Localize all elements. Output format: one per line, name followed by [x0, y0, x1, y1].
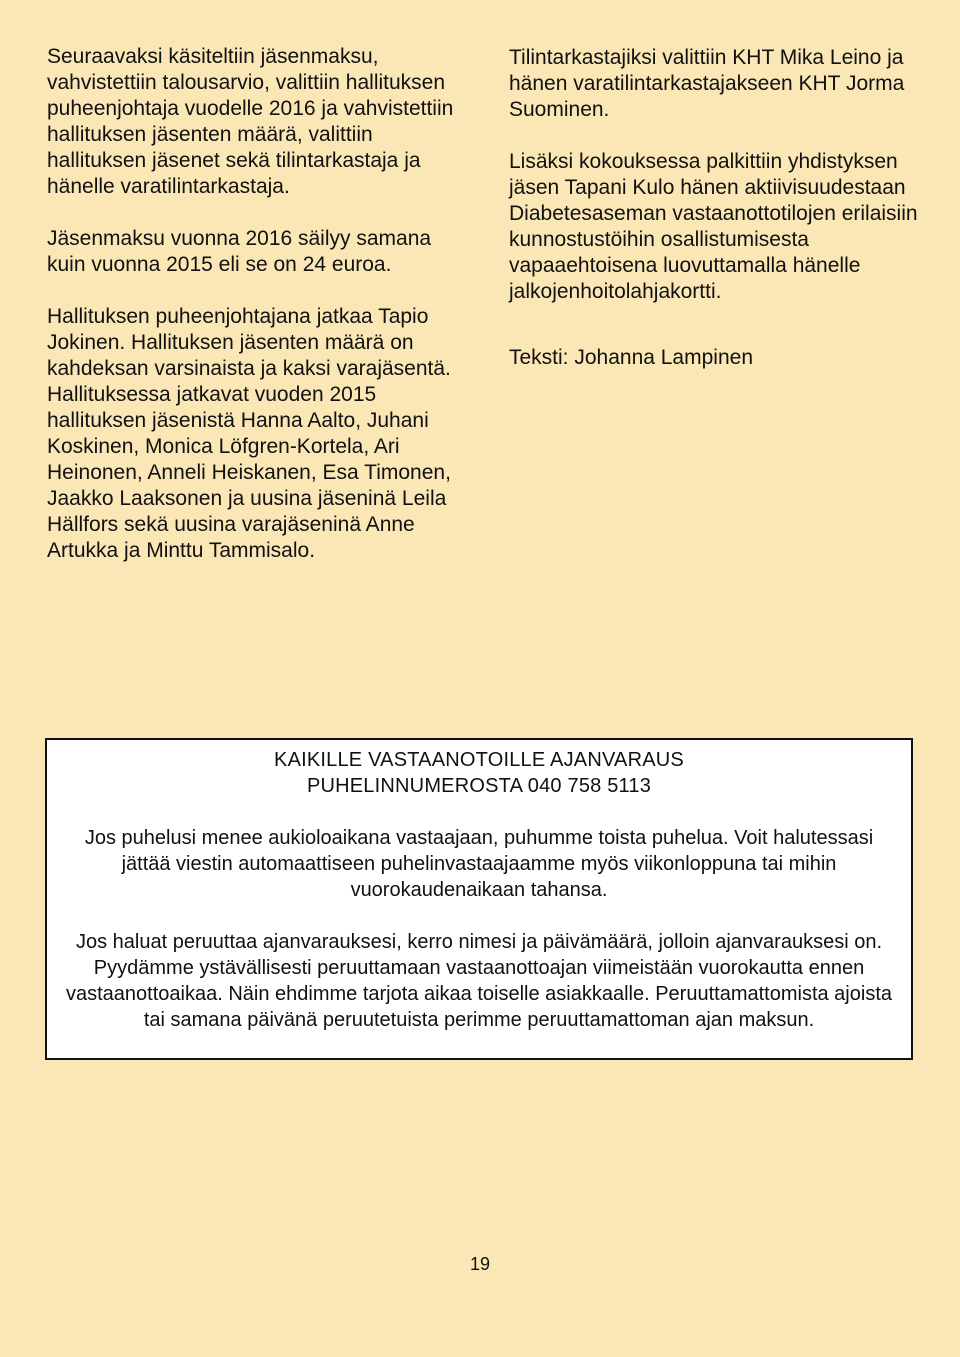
membership-fee-paragraph: Jäsenmaksu vuonna 2016 säilyy samana kuin vuonna 2015 eli se on 24 euroa. [47, 227, 432, 276]
left-column [47, 44, 467, 564]
voicemail-paragraph: Jos puhelusi menee aukioloaikana vastaajaan, puhumme toista puhelua. Voit halutessasi jättää viestin automaattiseen puhelinvastaajaamme myös viikonloppuna tai mihin vuorokaudenaikaan tahansa. [84, 827, 874, 901]
notice-heading-line-2: PUHELINNUMEROSTA 040 758 5113 [306, 775, 652, 797]
notice-heading-line-1: KAIKILLE VASTAANOTOILLE AJANVARAUS [274, 749, 684, 771]
author-credit: Teksti: Johanna Lampinen [509, 346, 753, 369]
cancellation-paragraph: Jos haluat peruuttaa ajanvarauksesi, kerro nimesi ja päivämäärä, jolloin ajanvarauksesi on. Pyydämme ystävällisesti peruuttamaan vastaanottoajan viimeistään vuorokautta ennen vastaanottoaikaa. Näin ehdimme tarjota aikaa toiselle asiakkaalle. Peruuttamattomista ajoista tai samana päivänä peruutetuista perimme peruuttamattoman ajan maksun. [66, 931, 892, 1031]
award-paragraph: Lisäksi kokouksessa palkittiin yhdistyksen jäsen Tapani Kulo hänen aktiivisuudestaan Diabetesaseman vastaanottotilojen erilaisiin kunnostustöihin osallistumisesta vapaaehtoisena luovuttamalla hänelle jalkojenhoitolahjakortti. [509, 150, 918, 303]
board-members-paragraph: Hallituksen puheenjohtajana jatkaa Tapio Jokinen. Hallituksen jäsenten määrä on kahdeksan varsinaista ja kaksi varajäsentä. Hallituksessa jatkavat vuoden 2015 hallituksen jäsenistä Hanna Aalto, Juhani Koskinen, Monica Löfgren-Kortela, Ari Heinonen, Anneli Heiskanen, Esa Timonen, Jaakko Laaksonen ja uusina jäseninä Leila Hällfors sekä uusina varajäseninä Anne Artukka ja Minttu Tammisalo. [47, 305, 451, 562]
appointment-notice-box [45, 738, 913, 1060]
page-number: 19 [469, 1254, 491, 1274]
right-column [509, 45, 929, 371]
meeting-decisions-paragraph: Seuraavaksi käsiteltiin jäsenmaksu, vahvistettiin talousarvio, valittiin hallituksen puheenjohtaja vuodelle 2016 ja vahvistettiin hallituksen jäsenten määrä, valittiin hallituksen jäsenet sekä tilintarkastaja ja hänelle varatilintarkastaja. [47, 45, 454, 198]
auditors-paragraph: Tilintarkastajiksi valittiin KHT Mika Leino ja hänen varatilintarkastajakseen KHT Jorma Suominen. [509, 46, 905, 121]
